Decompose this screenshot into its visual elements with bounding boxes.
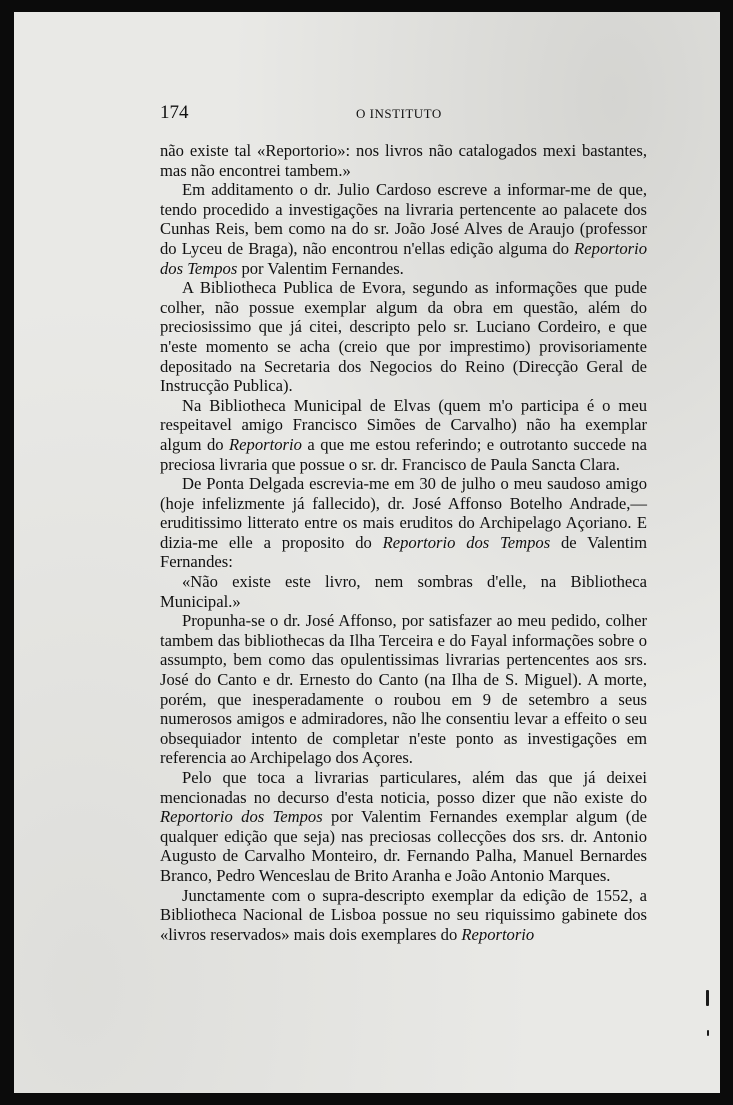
paragraph — [160, 396, 647, 474]
page-header — [160, 102, 647, 130]
scanned-page — [14, 12, 720, 1093]
paragraph — [160, 278, 647, 396]
text-run: Junctamente com o supra-descripto exemplar da edição de 1552, a Bibliotheca Nacional de Lisboa possue no seu riquissimo gabinete dos «livros reservados» mais dois exemplares do — [160, 885, 647, 944]
text-run: Na Bibliotheca Municipal de Elvas (quem m'o participa é o meu respeitavel amigo Francisco Simões de Carvalho) não ha exemplar algum do — [160, 395, 647, 454]
text-run: «Não existe este livro, nem sombras d'elle, na Bibliotheca Municipal.» — [160, 572, 647, 611]
italic-title: Reportorio dos Tempos — [382, 532, 551, 552]
text-run: de Valentim Fernandes: — [160, 532, 648, 572]
running-head: O INSTITUTO — [356, 106, 442, 121]
italic-title: Reportorio dos Tempos — [160, 807, 323, 827]
text-run: De Ponta Delgada escrevia-me em 30 de julho o meu saudoso amigo (hoje infelizmente já fallecido), dr. José Affonso Botelho Andrade,—eruditissimo litterato entre os mais eruditos do Archipelago Açoriano. E dizia-me elle a proposito do — [160, 474, 647, 552]
italic-title: Reportorio dos Tempos — [160, 238, 647, 278]
text-run: não existe tal «Reportorio»: nos livros não catalogados mexi bastantes, mas não encontrei tambem.» — [160, 141, 647, 180]
text-run: Em additamento o dr. Julio Cardoso escreve a informar-me de que, tendo procedido a investigações na livraria pertencente ao palacete dos Cunhas Reis, bem como na do sr. João José Alves de Araujo (professor do Lyceu de Braga), não encontrou n'ellas edição alguma do — [160, 180, 647, 258]
text-run: Pelo que toca a livrarias particulares, além das que já deixei mencionadas no decurso d'esta noticia, posso dizer que não existe do — [160, 768, 647, 807]
text-run: Propunha-se o dr. José Affonso, por satisfazer ao meu pedido, colher tambem das bibliothecas da Ilha Terceira e do Fayal informações sobre o assumpto, bem como das opulentissimas livrarias pertencentes aos srs. José do Canto e dr. Ernesto do Canto (na Ilha de S. Miguel). A morte, porém, que inesperadamente o roubou em 9 de setembro a seus numerosos amigos e admiradores, não lhe consentiu levar a effeito o seu obsequiador intento de completar n'este ponto as investigações em referencia ao Archipelago dos Açores. — [160, 611, 647, 768]
italic-title: Reportorio — [461, 924, 535, 944]
ink-mark — [707, 1030, 709, 1036]
paragraph — [160, 768, 647, 886]
body-text — [160, 141, 647, 944]
text-run: por Valentim Fernandes exemplar algum (de qualquer edição que seja) nas preciosas collecções dos srs. dr. Antonio Augusto de Carvalho Monteiro, dr. Fernando Palha, Manuel Bernardes Branco, Pedro Wenceslau de Brito Aranha e João Antonio Marques. — [160, 807, 647, 885]
paragraph — [160, 141, 647, 180]
paragraph — [160, 611, 647, 768]
text-run: a que me estou referindo; e outrotanto succede na preciosa livraria que possue o sr. dr. Francisco de Paula Sancta Clara. — [160, 434, 648, 474]
text-run: A Bibliotheca Publica de Evora, segundo as informações que pude colher, não possue exemplar algum da obra em questão, além do preciosissimo que já citei, descripto pelo sr. Luciano Cordeiro, e que n'este momento se acha (creio que por imprestimo) provisoriamente depositado na Secretaria dos Negocios do Reino (Direcção Geral de Instrucção Publica). — [160, 278, 647, 396]
paragraph — [160, 474, 647, 572]
paragraph — [160, 886, 647, 945]
paragraph — [160, 572, 647, 611]
ink-mark — [706, 990, 709, 1006]
text-run: por Valentim Fernandes. — [237, 258, 404, 278]
paragraph — [160, 180, 647, 278]
page-number: 174 — [160, 102, 189, 123]
italic-title: Reportorio — [229, 434, 302, 454]
